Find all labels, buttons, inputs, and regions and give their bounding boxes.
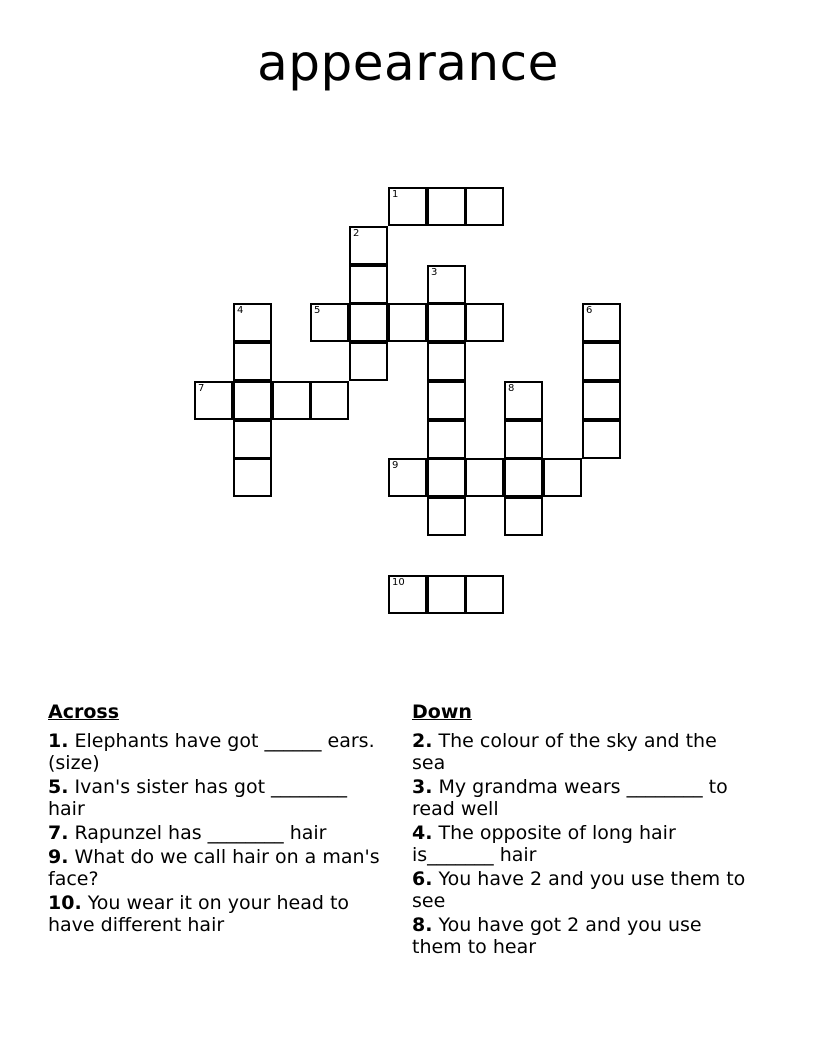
grid-cell[interactable] xyxy=(233,458,272,497)
clue-across-1 xyxy=(48,730,388,774)
grid-cell[interactable] xyxy=(388,575,427,614)
clue-text: Rapunzel has ________ hair xyxy=(74,822,327,844)
clue-text: The opposite of long hair is_______ hair xyxy=(412,822,676,866)
clue-across-9 xyxy=(48,846,388,890)
clue-number: 5. xyxy=(48,776,69,798)
page-title: appearance xyxy=(257,34,559,92)
clue-number: 7. xyxy=(48,822,69,844)
grid-cell[interactable] xyxy=(465,458,504,497)
grid-cell[interactable] xyxy=(349,265,388,304)
clue-across-7 xyxy=(48,822,388,844)
clue-text: You wear it on your head to have different hair xyxy=(48,892,350,936)
clue-down-3 xyxy=(412,776,752,820)
grid-cell[interactable] xyxy=(504,458,543,497)
grid-cell[interactable] xyxy=(388,303,427,342)
clue-number: 4. xyxy=(412,822,433,844)
clue-text: You have got 2 and you use them to hear xyxy=(412,914,702,958)
clue-text: The colour of the sky and the sea xyxy=(412,730,717,774)
grid-cell[interactable] xyxy=(233,420,272,459)
grid-cell[interactable] xyxy=(349,226,388,265)
grid-cell[interactable] xyxy=(233,381,272,420)
cell-number: 6 xyxy=(586,305,593,316)
grid-cell[interactable] xyxy=(427,458,466,497)
grid-cell[interactable] xyxy=(349,342,388,381)
grid-cell[interactable] xyxy=(310,381,349,420)
down-heading: Down xyxy=(412,701,472,723)
grid-cell[interactable] xyxy=(582,342,621,381)
grid-cell[interactable] xyxy=(504,497,543,536)
clue-number: 6. xyxy=(412,868,433,890)
grid-cell[interactable] xyxy=(427,265,466,304)
clue-down-8 xyxy=(412,914,752,958)
grid-cell[interactable] xyxy=(427,187,466,226)
grid-cell[interactable] xyxy=(582,381,621,420)
grid-cell[interactable] xyxy=(543,458,582,497)
grid-cell[interactable] xyxy=(427,381,466,420)
grid-cell[interactable] xyxy=(272,381,311,420)
clue-number: 2. xyxy=(412,730,433,752)
grid-cell[interactable] xyxy=(194,381,233,420)
grid-cell[interactable] xyxy=(582,420,621,459)
clue-down-6 xyxy=(412,868,752,912)
grid-cell[interactable] xyxy=(582,303,621,342)
grid-cell[interactable] xyxy=(427,342,466,381)
grid-cell[interactable] xyxy=(427,420,466,459)
cell-number: 8 xyxy=(508,383,515,394)
grid-cell[interactable] xyxy=(427,575,466,614)
clue-down-4 xyxy=(412,822,752,866)
grid-cell[interactable] xyxy=(427,303,466,342)
grid-cell[interactable] xyxy=(504,420,543,459)
down-clues xyxy=(412,701,752,960)
grid-cell[interactable] xyxy=(465,303,504,342)
cell-number: 4 xyxy=(237,305,244,316)
clue-across-5 xyxy=(48,776,388,820)
grid-cell[interactable] xyxy=(465,575,504,614)
grid-cell[interactable] xyxy=(504,381,543,420)
grid-cell[interactable] xyxy=(233,342,272,381)
clue-number: 3. xyxy=(412,776,433,798)
clue-number: 10. xyxy=(48,892,82,914)
grid-cell[interactable] xyxy=(465,187,504,226)
cell-number: 10 xyxy=(392,577,405,588)
cell-number: 9 xyxy=(392,460,399,471)
clue-text: Elephants have got ______ ears. (size) xyxy=(48,730,375,774)
clue-text: You have 2 and you use them to see xyxy=(412,868,746,912)
grid-cell[interactable] xyxy=(310,303,349,342)
cell-number: 3 xyxy=(431,267,438,278)
grid-cell[interactable] xyxy=(388,458,427,497)
cell-number: 2 xyxy=(353,228,360,239)
grid-cell[interactable] xyxy=(233,303,272,342)
across-clues xyxy=(48,701,388,938)
cell-number: 5 xyxy=(314,305,321,316)
clue-down-2 xyxy=(412,730,752,774)
cell-number: 1 xyxy=(392,189,399,200)
clue-across-10 xyxy=(48,892,388,936)
clue-number: 1. xyxy=(48,730,69,752)
clue-number: 9. xyxy=(48,846,69,868)
clue-text: My grandma wears ________ to read well xyxy=(412,776,728,820)
grid-cell[interactable] xyxy=(388,187,427,226)
grid-cell[interactable] xyxy=(349,303,388,342)
across-heading: Across xyxy=(48,701,120,723)
clue-number: 8. xyxy=(412,914,433,936)
grid-cell[interactable] xyxy=(427,497,466,536)
cell-number: 7 xyxy=(198,383,205,394)
clue-text: What do we call hair on a man's face? xyxy=(48,846,380,890)
clue-text: Ivan's sister has got ________ hair xyxy=(48,776,348,820)
